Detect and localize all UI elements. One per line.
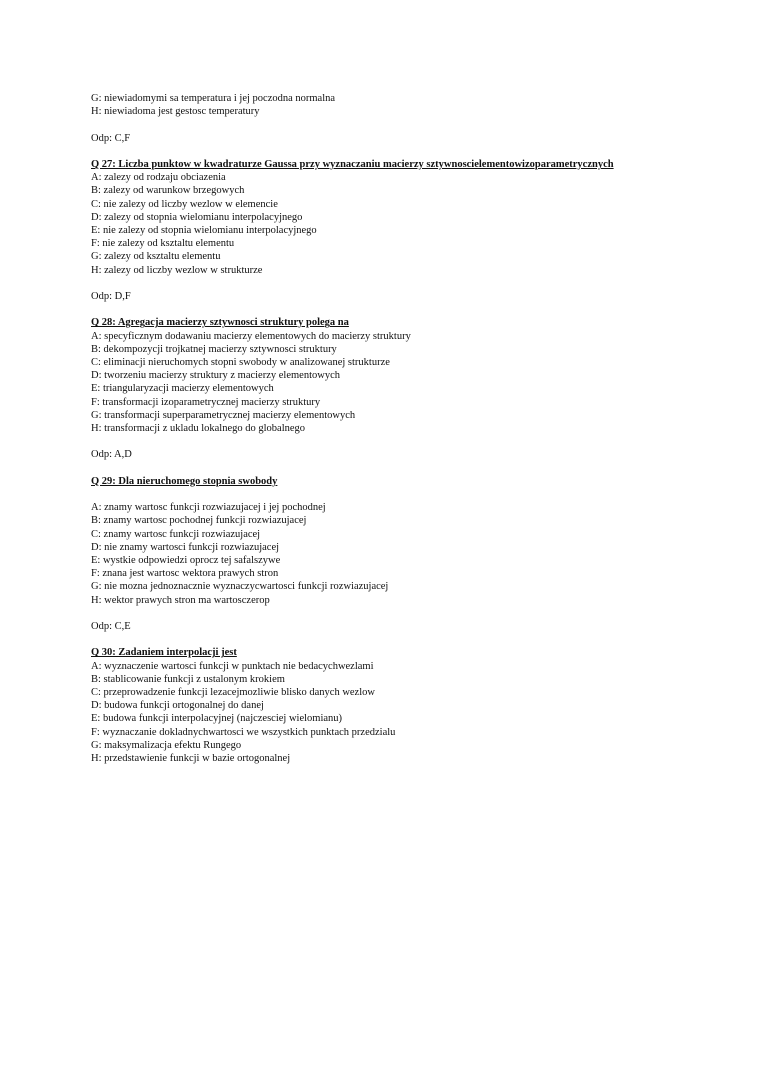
question-title: Q 30: Zadaniem interpolacji jest: [91, 647, 237, 659]
answer-option: B: dekompozycji trojkatnej macierzy sztywnosci struktury: [91, 343, 337, 355]
answer-key: Odp: A,D: [91, 449, 132, 461]
answer-option: H: wektor prawych stron ma wartosczerop: [91, 594, 270, 606]
answer-option: H: niewiadoma jest gestosc temperatury: [91, 106, 260, 118]
answer-key: Odp: C,E: [91, 621, 131, 632]
answer-option: F: znana jest wartosc wektora prawych stron: [91, 568, 279, 580]
answer-option: H: transformacji z ukladu lokalnego do globalnego: [91, 423, 306, 435]
answer-option: F: wyznaczanie dokladnychwartosci we wszystkich punktach przedzialu: [91, 726, 396, 738]
answer-option: B: znamy wartosc pochodnej funkcji rozwiazujacej: [91, 515, 307, 527]
answer-option: D: budowa funkcji ortogonalnej do danej: [91, 700, 264, 712]
answer-option: G: niewiadomymi sa temperatura i jej poczodna normalna: [91, 93, 336, 104]
answer-option: C: znamy wartosc funkcji rozwiazujacej: [91, 528, 261, 540]
answer-option: B: stablicowanie funkcji z ustalonym krokiem: [91, 673, 285, 685]
answer-option: F: transformacji izoparametrycznej macierzy struktury: [91, 396, 321, 408]
question-title: Q 29: Dla nieruchomego stopnia swobody: [91, 475, 278, 487]
answer-option: C: przeprowadzenie funkcji lezacejmozliwie blisko danych wezlow: [91, 687, 375, 698]
question-title: Q 27: Liczba punktow w kwadraturze Gaussa przy wyznaczaniu macierzy sztywnoscielementowizoparametrycznych: [91, 158, 614, 170]
answer-option: A: znamy wartosc funkcji rozwiazujacej i jej pochodnej: [91, 502, 326, 514]
answer-option: A: wyznaczenie wartosci funkcji w punktach nie bedacychwezlami: [91, 660, 374, 672]
answer-option: E: nie zalezy od stopnia wielomianu interpolacyjnego: [91, 225, 317, 236]
answer-option: B: zalezy od warunkow brzegowych: [91, 185, 245, 197]
answer-option: E: budowa funkcji interpolacyjnej (najczesciej wielomianu): [91, 713, 343, 725]
answer-key: Odp: C,F: [91, 132, 131, 144]
document-content: [91, 92, 731, 765]
answer-option: E: triangularyzacji macierzy elementowych: [91, 383, 274, 395]
answer-option: E: wystkie odpowiedzi oprocz tej safalszywe: [91, 555, 281, 566]
answer-option: C: nie zalezy od liczby wezlow w elemencie: [91, 198, 278, 210]
answer-option: A: specyficznym dodawaniu macierzy elementowych do macierzy struktury: [91, 330, 411, 342]
answer-option: A: zalezy od rodzaju obciazenia: [91, 172, 226, 184]
answer-option: C: eliminacji nieruchomych stopni swobody w analizowanej strukturze: [91, 357, 390, 368]
answer-option: G: maksymalizacja efektu Rungego: [91, 739, 242, 751]
answer-option: D: nie znamy wartosci funkcji rozwiazujacej: [91, 541, 280, 553]
answer-option: D: tworzeniu macierzy struktury z macierzy elementowych: [91, 370, 340, 382]
answer-option: G: nie mozna jednoznacznie wyznaczycwartosci funkcji rozwiazujacej: [91, 581, 389, 593]
question-title: Q 28: Agregacja macierzy sztywnosci struktury polega na: [91, 317, 349, 329]
answer-key: Odp: D,F: [91, 291, 131, 302]
answer-option: H: zalezy od liczby wezlow w strukturze: [91, 264, 263, 276]
answer-option: G: zalezy od ksztaltu elementu: [91, 251, 221, 263]
answer-option: G: transformacji superparametrycznej macierzy elementowych: [91, 409, 356, 421]
answer-option: F: nie zalezy od ksztaltu elementu: [91, 238, 235, 250]
answer-option: H: przedstawienie funkcji w bazie ortogonalnej: [91, 753, 291, 765]
answer-option: D: zalezy od stopnia wielomianu interpolacyjnego: [91, 211, 303, 223]
